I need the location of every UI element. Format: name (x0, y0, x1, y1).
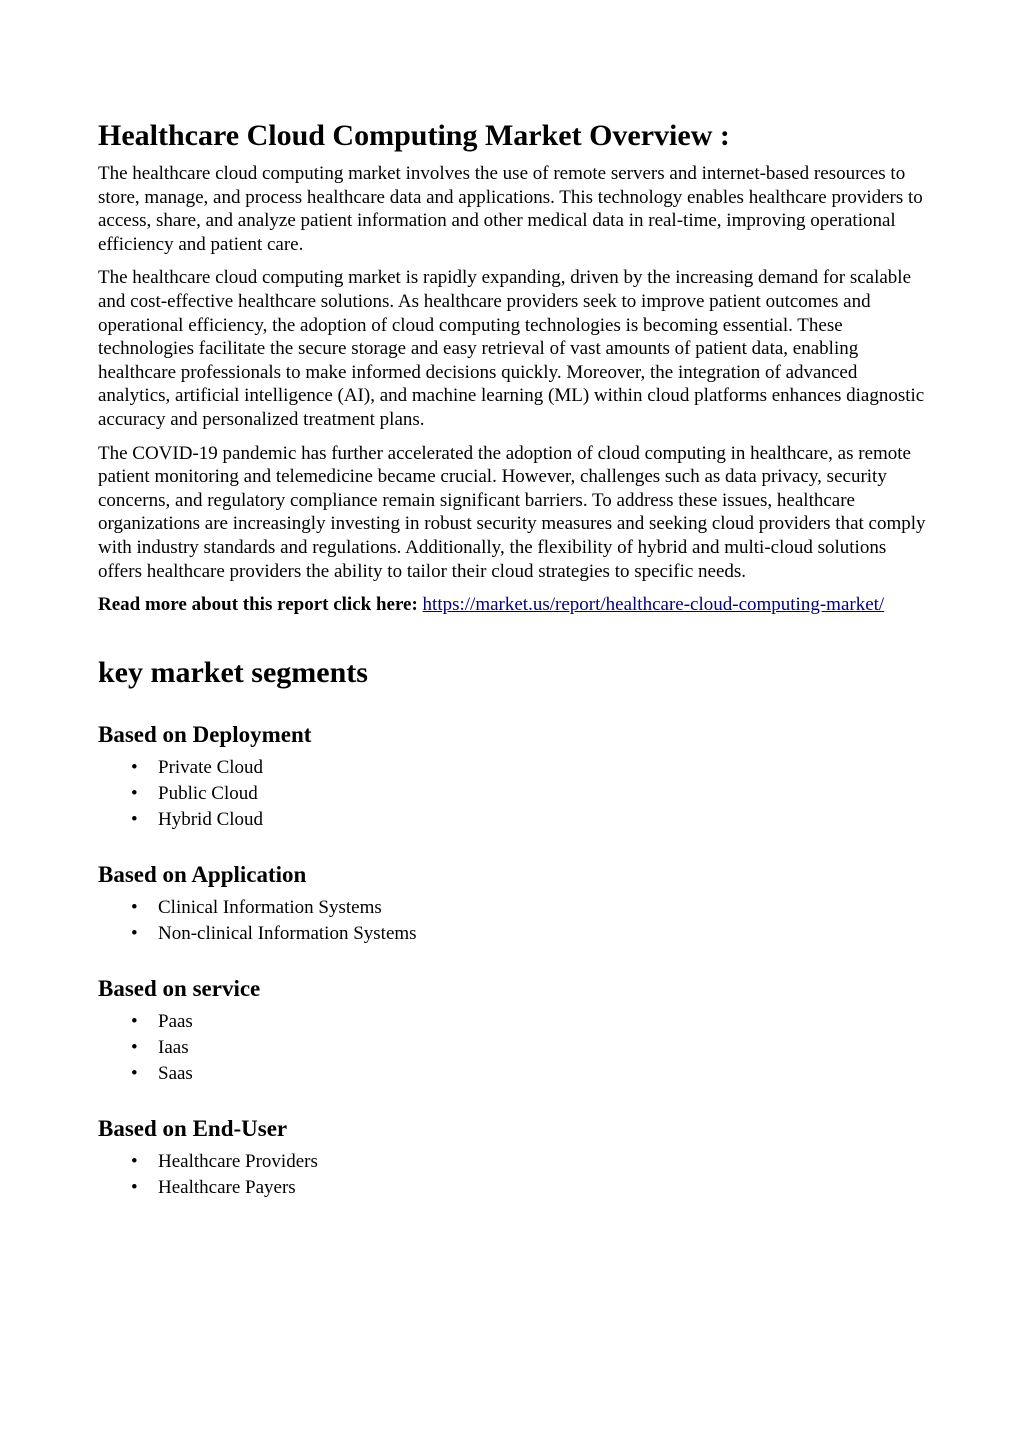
segment-heading: Based on End-User (98, 1115, 288, 1141)
bullet-icon: • (131, 922, 138, 944)
document-title: Healthcare Cloud Computing Market Overview : (98, 119, 730, 152)
segment-list (98, 755, 928, 833)
segment-list (98, 895, 928, 947)
segment-end-user (98, 1115, 928, 1201)
list-item (131, 921, 928, 947)
list-item-label: Private Cloud (158, 756, 264, 778)
list-item-label: Healthcare Providers (158, 1150, 318, 1172)
bullet-icon: • (131, 1062, 138, 1084)
overview-paragraph-3: The COVID-19 pandemic has further accelerated the adoption of cloud computing in healthcare, as remote patient monitoring and telemedicine became crucial. However, challenges such as data privacy, security concerns, and regulatory compliance remain significant barriers. To address these issues, healthcare organizations are increasingly investing in robust security measures and seeking cloud providers that comply with industry standards and regulations. Additionally, the flexibility of hybrid and multi-cloud solutions offers healthcare providers the ability to tailor their cloud strategies to specific needs. (98, 442, 926, 582)
segment-list (98, 1149, 928, 1201)
list-item (131, 1009, 928, 1035)
bullet-icon: • (131, 782, 138, 804)
list-item (131, 807, 928, 833)
list-item (131, 1061, 928, 1087)
list-item (131, 1149, 928, 1175)
report-link[interactable]: https://market.us/report/healthcare-cloud-computing-market/ (422, 594, 885, 616)
bullet-icon: • (131, 756, 138, 778)
segment-application (98, 861, 928, 947)
read-more-line (98, 593, 928, 617)
segment-heading: Based on Deployment (98, 721, 312, 747)
list-item (131, 1175, 928, 1201)
list-item-label: Healthcare Payers (158, 1176, 296, 1198)
segment-service (98, 975, 928, 1087)
segment-deployment (98, 721, 928, 833)
list-item-label: Paas (158, 1010, 193, 1032)
bullet-icon: • (131, 808, 138, 830)
read-more-label: Read more about this report click here: (98, 594, 418, 616)
bullet-icon: • (131, 1150, 138, 1172)
list-item-label: Public Cloud (158, 782, 258, 804)
list-item (131, 1035, 928, 1061)
list-item-label: Iaas (158, 1036, 189, 1058)
list-item-label: Non-clinical Information Systems (158, 922, 417, 944)
segment-heading: Based on Application (98, 861, 307, 887)
bullet-icon: • (131, 896, 138, 918)
bullet-icon: • (131, 1010, 138, 1032)
overview-paragraph-2: The healthcare cloud computing market is rapidly expanding, driven by the increasing demand for scalable and cost-effective healthcare solutions. As healthcare providers seek to improve patient outcomes and operational efficiency, the adoption of cloud computing technologies is becoming essential. These technologies facilitate the secure storage and easy retrieval of vast amounts of patient data, enabling healthcare professionals to make informed decisions quickly. Moreover, the integration of advanced analytics, artificial intelligence (AI), and machine learning (ML) within cloud platforms enhances diagnostic accuracy and personalized treatment plans. (98, 267, 925, 430)
list-item-label: Saas (158, 1062, 193, 1084)
list-item-label: Hybrid Cloud (158, 808, 264, 830)
bullet-icon: • (131, 1036, 138, 1058)
segment-heading: Based on service (98, 975, 261, 1001)
list-item (131, 895, 928, 921)
list-item-label: Clinical Information Systems (158, 896, 382, 918)
overview-paragraph-1: The healthcare cloud computing market involves the use of remote servers and internet-based resources to store, manage, and process healthcare data and applications. This technology enables healthcare providers to access, share, and analyze patient information and other medical data in real-time, improving operational efficiency and patient care. (98, 163, 923, 255)
document-page (98, 118, 928, 1201)
segment-list (98, 1009, 928, 1087)
segments-heading: key market segments (98, 655, 368, 689)
list-item (131, 781, 928, 807)
bullet-icon: • (131, 1176, 138, 1198)
list-item (131, 755, 928, 781)
